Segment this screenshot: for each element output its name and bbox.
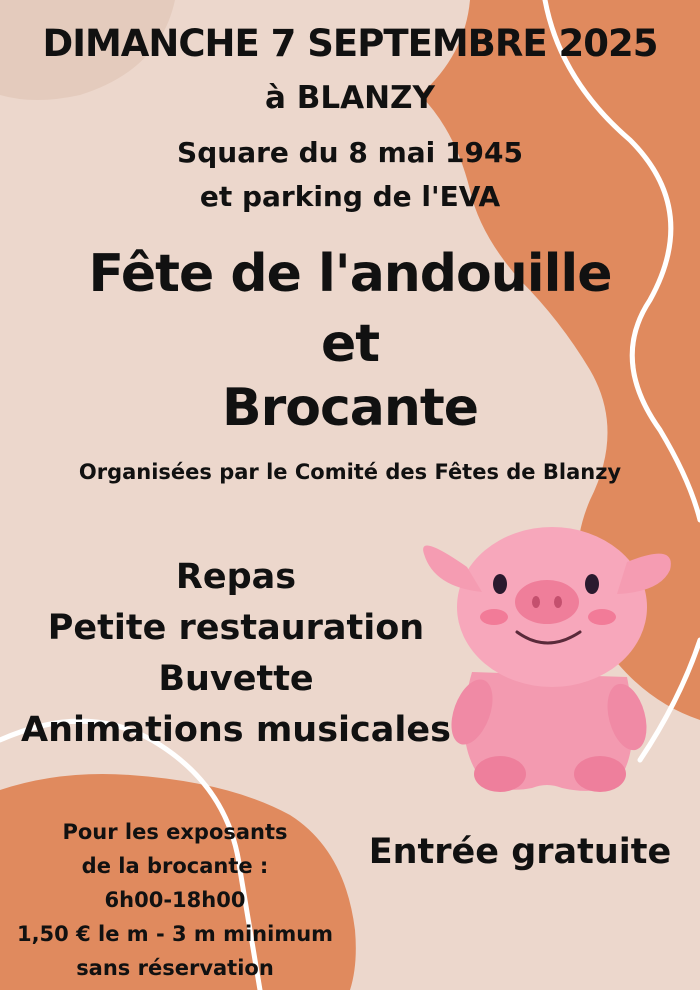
services-list — [16, 552, 456, 756]
service-item: Petite restauration — [47, 608, 425, 648]
service-item: Repas — [175, 557, 297, 597]
exposants-line: de la brocante : — [81, 854, 269, 878]
location-line-2: et parking de l'EVA — [199, 180, 501, 213]
pig-leg-left — [474, 756, 526, 792]
exposants-line: 6h00-18h00 — [104, 888, 246, 912]
service-item: Buvette — [158, 659, 314, 699]
organizer-line: Organisées par le Comité des Fêtes de Blanzy — [78, 460, 622, 484]
pig-eye-left — [493, 574, 507, 594]
title-line-1: Fête de l'andouille — [88, 244, 612, 304]
service-item: Animations musicales — [21, 710, 451, 750]
pig-cheek-left — [480, 609, 508, 625]
event-date: DIMANCHE 7 SEPTEMBRE 2025 — [42, 22, 658, 65]
pig-eye-right — [585, 574, 599, 594]
location-line-1: Square du 8 mai 1945 — [177, 136, 523, 169]
pig-cheek-right — [588, 609, 616, 625]
exposants-line: 1,50 € le m - 3 m minimum — [16, 922, 334, 946]
pig-nostril-left — [532, 596, 540, 608]
exposants-line: Pour les exposants — [62, 820, 288, 844]
exposants-line: sans réservation — [76, 956, 274, 980]
pig-snout — [515, 580, 579, 624]
pig-illustration — [412, 512, 682, 802]
pig-leg-right — [574, 756, 626, 792]
title-line-3: Brocante — [221, 378, 479, 438]
pig-nostril-right — [554, 596, 562, 608]
title-line-2: et — [320, 314, 380, 374]
free-entry: Entrée gratuite — [368, 832, 672, 872]
event-city: à BLANZY — [265, 80, 435, 116]
exposants-info — [0, 815, 350, 985]
